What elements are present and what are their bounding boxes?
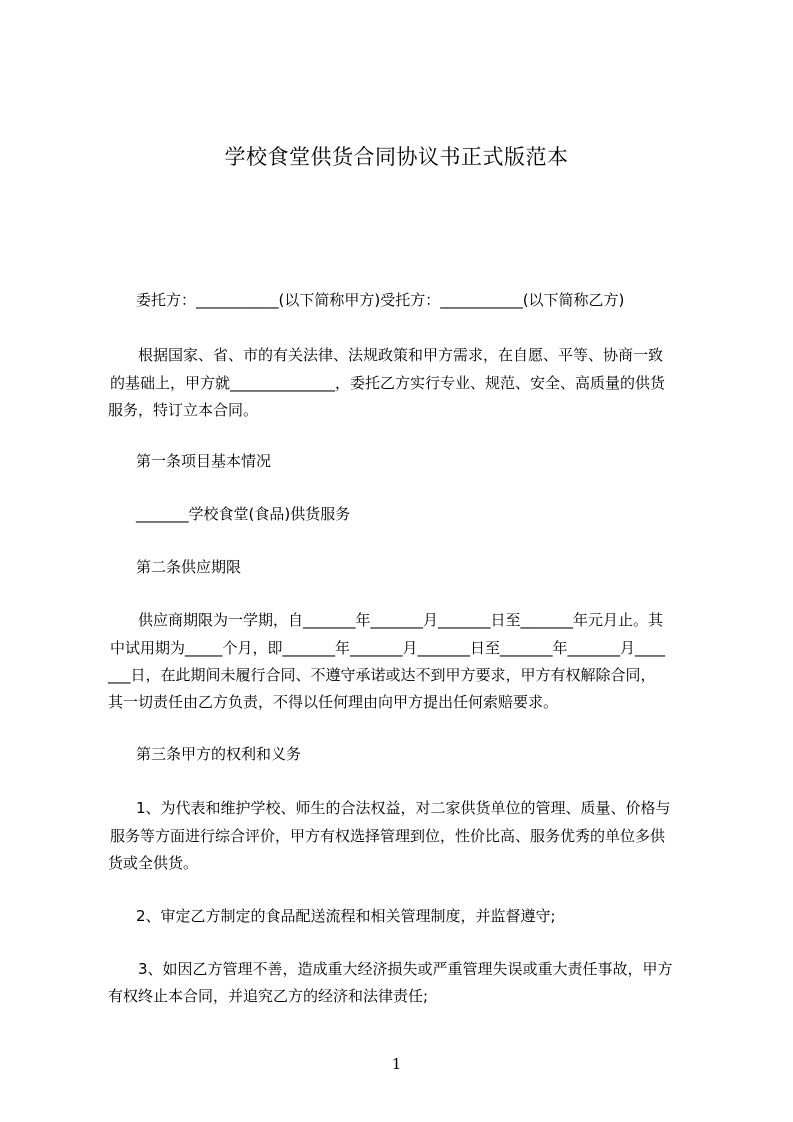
- intro-line-1: 根据国家、省、市的有关法律、法规政策和甲方需求，在自愿、平等、协商一致: [138, 346, 664, 364]
- article2-line-4: 其一切责任由乙方负责，不得以任何理由向甲方提出任何索赔要求。: [108, 693, 559, 711]
- article2-title: 第二条供应期限: [136, 558, 242, 576]
- document-title: 学校食堂供货合同协议书正式版范本: [224, 145, 569, 169]
- parties-line: 委托方：___________(以下简称甲方)受托方：___________(以下简称乙方): [136, 291, 625, 309]
- intro-line-3: 服务，特订立本合同。: [108, 401, 259, 419]
- article2-line-3: ___日，在此期间未履行合同、不遵守承诺或达不到甲方要求，甲方有权解除合同，: [108, 666, 656, 684]
- article1-title: 第一条项目基本情况: [136, 452, 272, 470]
- article3-item1-line-2: 服务等方面进行综合评价，甲方有权选择管理到位，性价比高、服务优秀的单位多供: [110, 827, 666, 845]
- intro-line-2: 的基础上，甲方就______________，委托乙方实行专业、规范、安全、高质量的供货: [110, 374, 666, 392]
- article1-body: _______学校食堂(食品)供货服务: [136, 505, 351, 523]
- article3-title: 第三条甲方的权利和义务: [136, 745, 302, 763]
- article3-item3-line-2: 有权终止本合同，并追究乙方的经济和法律责任;: [108, 987, 429, 1005]
- article3-item1-line-3: 货或全供货。: [108, 854, 199, 872]
- article3-item3-line-1: 3、如因乙方管理不善，造成重大经济损失或严重管理失误或重大责任事故，甲方: [138, 960, 673, 978]
- page-number: 1: [391, 1055, 402, 1073]
- article3-item2: 2、审定乙方制定的食品配送流程和相关管理制度，并监督遵守;: [136, 907, 556, 925]
- article2-line-1: 供应商期限为一学期，自_______年_______月_______日至_______年元月止。其: [138, 611, 664, 629]
- article3-item1-line-1: 1、为代表和维护学校、师生的合法权益，对二家供货单位的管理、质量、价格与: [136, 799, 671, 817]
- article2-line-2: 中试用期为_____个月，即_______年_______月_______日至_______年_______月____: [110, 639, 666, 657]
